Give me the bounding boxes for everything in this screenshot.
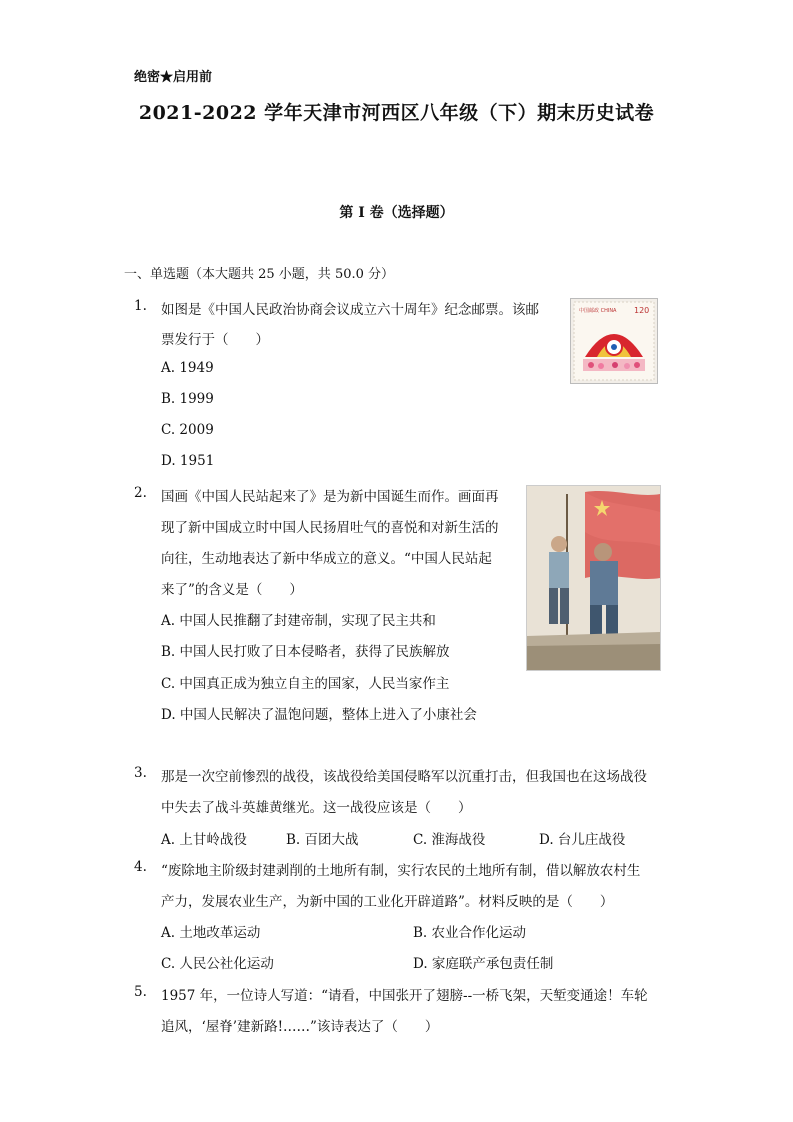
option-b[interactable]: B. 1999	[161, 391, 214, 407]
option-a[interactable]: A. 上甘岭战役	[161, 832, 247, 848]
section-title: 第 I 卷（选择题）	[339, 205, 454, 221]
option-a[interactable]: A. 中国人民推翻了封建帝制，实现了民主共和	[161, 613, 436, 629]
question-text-line: 国画《中国人民站起来了》是为新中国诞生而作。画面再	[161, 489, 499, 505]
part-heading: 一、单选题（本大题共 25 小题，共 50.0 分）	[124, 267, 395, 282]
option-c[interactable]: C. 人民公社化运动	[161, 956, 274, 972]
painting-illustration	[527, 486, 660, 670]
option-c[interactable]: C. 中国真正成为独立自主的国家，人民当家作主	[161, 676, 450, 692]
option-d[interactable]: D. 台儿庄战役	[539, 832, 626, 848]
stamp-label: 中国邮政 CHINA	[579, 308, 617, 314]
top-secret-label: 绝密★启用前	[134, 70, 213, 85]
question-text-line: 产力，发展农业生产，为新中国的工业化开辟道路”。材料反映的是（ ）	[161, 894, 614, 910]
question-text-line: 来了”的含义是（ ）	[161, 582, 303, 598]
option-d[interactable]: D. 家庭联产承包责任制	[413, 956, 554, 972]
option-c[interactable]: C. 2009	[161, 422, 214, 438]
painting-image	[526, 485, 661, 671]
question-text-line: 中失去了战斗英雄黄继光。这一战役应该是（ ）	[161, 800, 472, 816]
question-number: 1.	[134, 298, 147, 314]
question-text-line: 如图是《中国人民政治协商会议成立六十周年》纪念邮票。该邮	[161, 302, 539, 318]
question-number: 4.	[134, 859, 147, 875]
option-b[interactable]: B. 百团大战	[286, 832, 359, 848]
question-text-line: 向往，生动地表达了新中华成立的意义。“中国人民站起	[161, 551, 492, 567]
option-d[interactable]: D. 中国人民解决了温饱问题，整体上进入了小康社会	[161, 707, 477, 723]
question-number: 3.	[134, 765, 147, 781]
question-text-line: 票发行于（ ）	[161, 332, 269, 348]
question-text-line: 现了新中国成立时中国人民扬眉吐气的喜悦和对新生活的	[161, 520, 499, 536]
question-number: 2.	[134, 485, 147, 501]
option-a[interactable]: A. 1949	[161, 360, 214, 376]
question-text-line: 追风，‘屋脊’建新路!……”该诗表达了（ ）	[161, 1019, 439, 1035]
question-number: 5.	[134, 984, 147, 1000]
option-c[interactable]: C. 淮海战役	[413, 832, 486, 848]
cppcc-stamp-image	[570, 298, 658, 384]
question-text-line: “废除地主阶级封建剥削的土地所有制，实行农民的土地所有制，借以解放农村生	[161, 863, 641, 879]
option-d[interactable]: D. 1951	[161, 453, 215, 469]
stamp-value: 120	[634, 306, 650, 315]
option-b[interactable]: B. 中国人民打败了日本侵略者，获得了民族解放	[161, 644, 450, 660]
question-text-line: 1957 年，一位诗人写道：“请看，中国张开了翅膀--一桥飞架，天堑变通途！车轮	[161, 988, 648, 1004]
option-a[interactable]: A. 土地改革运动	[161, 925, 261, 941]
question-text-line: 那是一次空前惨烈的战役，该战役给美国侵略军以沉重打击，但我国也在这场战役	[161, 769, 647, 785]
stamp-illustration	[571, 299, 657, 383]
option-b[interactable]: B. 农业合作化运动	[413, 925, 527, 941]
exam-title: 2021-2022 学年天津市河西区八年级（下）期末历史试卷	[138, 102, 655, 124]
